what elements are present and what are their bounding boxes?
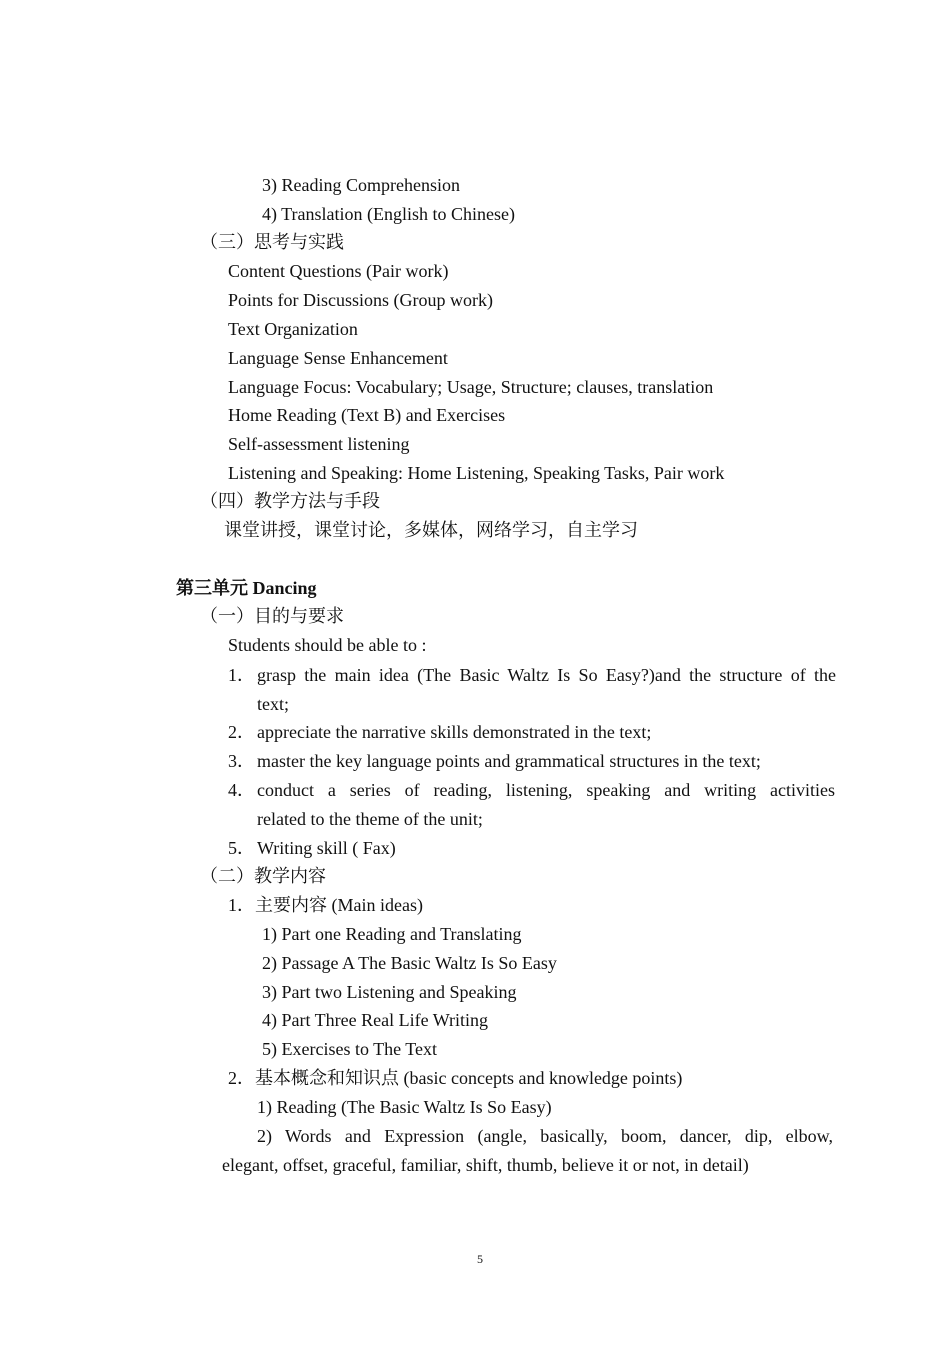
list-item: Points for Discussions (Group work) <box>228 290 493 310</box>
list-item: 4) Part Three Real Life Writing <box>262 1010 489 1030</box>
list-item-number: 4． <box>228 780 255 800</box>
list-item-number: 2． <box>228 722 255 742</box>
subsection-label: 1．主要内容 (Main ideas) <box>228 895 423 915</box>
list-item: grasp the main idea (The Basic Waltz Is So Easy?)and the structure of the <box>257 665 836 685</box>
list-item: 3) Part two Listening and Speaking <box>262 982 517 1002</box>
list-item: conduct a series of reading, listening, speaking and writing activities <box>257 780 835 800</box>
list-item: Writing skill ( Fax) <box>257 838 396 858</box>
list-item: master the key language points and grammatical structures in the text; <box>257 751 761 771</box>
page-number: 5 <box>477 1252 483 1266</box>
list-item: 5) Exercises to The Text <box>262 1039 438 1059</box>
list-item-continuation: related to the theme of the unit; <box>257 809 483 829</box>
section-heading: （四）教学方法与手段 <box>200 491 380 511</box>
list-item: 1) Reading (The Basic Waltz Is So Easy) <box>257 1097 552 1117</box>
list-item-number: 3． <box>228 751 255 771</box>
list-item-number: 1． <box>228 665 255 685</box>
section-heading: （一）目的与要求 <box>200 606 344 626</box>
list-item: 2) Passage A The Basic Waltz Is So Easy <box>262 953 557 973</box>
list-item: 1) Part one Reading and Translating <box>262 924 522 944</box>
list-item-continuation: text; <box>257 694 289 714</box>
list-item: Language Focus: Vocabulary; Usage, Structure; clauses, translation <box>228 377 714 397</box>
list-item-continuation: elegant, offset, graceful, familiar, shift, thumb, believe it or not, in detail) <box>222 1155 749 1175</box>
subsection-label: 2．基本概念和知识点 (basic concepts and knowledge points) <box>228 1068 683 1088</box>
list-item-number: 5． <box>228 838 255 858</box>
section-heading: （三）思考与实践 <box>200 232 344 252</box>
unit-title: 第三单元 Dancing <box>176 578 317 598</box>
list-item: 2) Words and Expression (angle, basically, boom, dancer, dip, elbow, <box>257 1126 833 1146</box>
list-item: 3) Reading Comprehension <box>262 175 460 195</box>
paragraph: 课堂讲授，课堂讨论，多媒体，网络学习，自主学习 <box>224 520 638 540</box>
list-item: Content Questions (Pair work) <box>228 261 449 281</box>
intro-text: Students should be able to : <box>228 635 427 655</box>
list-item: Self-assessment listening <box>228 434 410 454</box>
list-item: Home Reading (Text B) and Exercises <box>228 405 506 425</box>
list-item: Listening and Speaking: Home Listening, Speaking Tasks, Pair work <box>228 463 725 483</box>
list-item: Text Organization <box>228 319 358 339</box>
list-item: Language Sense Enhancement <box>228 348 448 368</box>
list-item: 4) Translation (English to Chinese) <box>262 204 515 224</box>
section-heading: （二）教学内容 <box>200 866 326 886</box>
list-item: appreciate the narrative skills demonstrated in the text; <box>257 722 652 742</box>
